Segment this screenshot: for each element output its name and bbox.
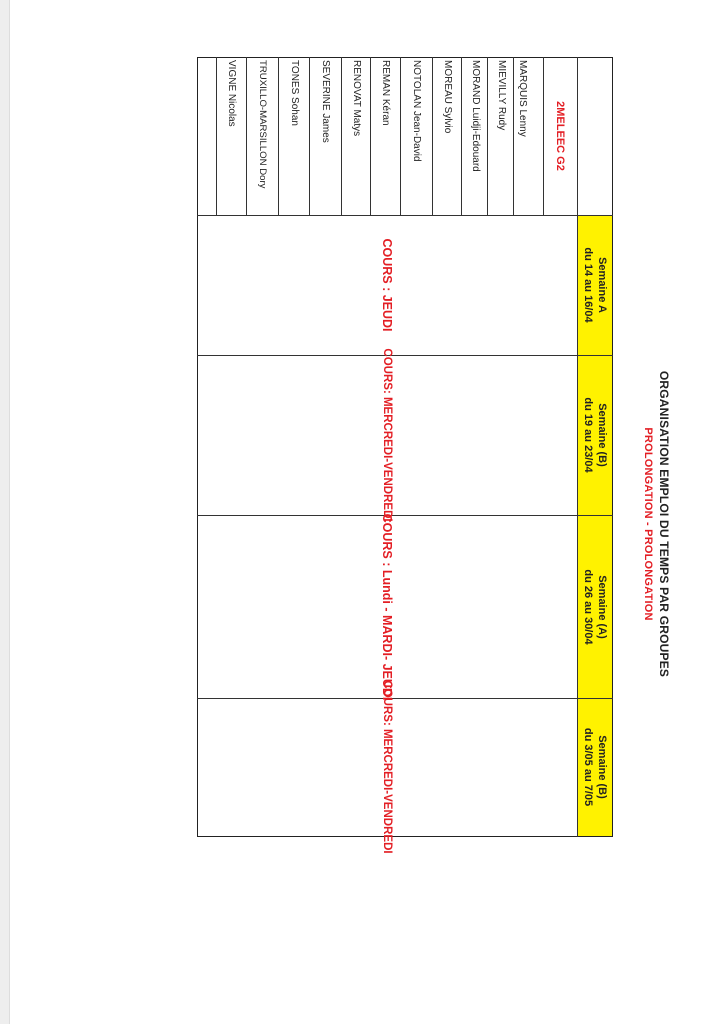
student-name: MIEVILLY Rudy xyxy=(496,60,507,131)
student-name: VIGNE Nicolas xyxy=(226,60,237,127)
student-name: NOTOLAN Jean-David xyxy=(411,60,422,162)
student-name: REMAN Kéran xyxy=(380,60,391,126)
week-header-3 xyxy=(577,515,613,698)
course-cell-2 xyxy=(197,348,577,522)
week-label: Semaine (A) xyxy=(596,574,608,639)
student-cell xyxy=(400,60,432,210)
student-name: MARQUIS Lenny xyxy=(517,60,528,137)
student-cell xyxy=(461,60,487,210)
student-cell xyxy=(487,60,513,210)
heading xyxy=(620,354,672,694)
page-title: ORGANISATION EMPLOI DU TEMPS PAR GROUPES xyxy=(657,370,671,678)
week-label: Semaine (B) xyxy=(596,403,608,467)
course-cell-1 xyxy=(197,215,577,355)
student-name: TONES Sohan xyxy=(289,60,300,126)
week-header-2 xyxy=(577,355,613,515)
course-cell-3 xyxy=(197,515,577,698)
student-cell xyxy=(278,60,309,210)
student-cell xyxy=(513,60,543,210)
week-header-4 xyxy=(577,698,613,836)
week-header-1 xyxy=(577,215,613,355)
student-cell xyxy=(341,60,370,210)
week-dates: du 19 au 23/04 xyxy=(582,397,594,473)
week-label: Semaine A xyxy=(596,257,608,313)
student-name: RENOVAT Matys xyxy=(351,60,362,137)
course-days: COURS: MERCREDI-VENDREDI xyxy=(381,348,393,522)
student-cell xyxy=(246,60,278,210)
week-label: Semaine (B) xyxy=(596,735,608,799)
student-name: MOREAU Sylvio xyxy=(442,60,453,134)
group-cell xyxy=(543,57,577,215)
week-dates: du 14 au 16/04 xyxy=(582,247,594,323)
student-cell xyxy=(309,60,341,210)
student-cell xyxy=(216,60,246,210)
student-cell xyxy=(432,60,461,210)
group-label: 2MELEEC G2 xyxy=(554,101,566,171)
student-name: SEVERINE James xyxy=(320,60,331,143)
week-dates: du 3/05 au 7/05 xyxy=(582,727,594,807)
course-days: COURS : JEUDI xyxy=(380,238,394,332)
course-days: COURS : Lundi - MARDI- JEUDI xyxy=(380,513,394,700)
student-name: TRUXILLO-MARSILLON Dory xyxy=(257,60,268,189)
student-cell xyxy=(370,60,400,210)
page-edge xyxy=(0,0,10,1024)
page-subtitle: PROLONGATION - PROLONGATION xyxy=(642,427,654,621)
week-dates: du 26 au 30/04 xyxy=(582,568,594,645)
course-cell-4 xyxy=(197,680,577,854)
student-name: MORAND Luidji-Edouard xyxy=(470,60,481,172)
course-days: COURS: MERCREDI-VENDREDI xyxy=(381,680,393,854)
